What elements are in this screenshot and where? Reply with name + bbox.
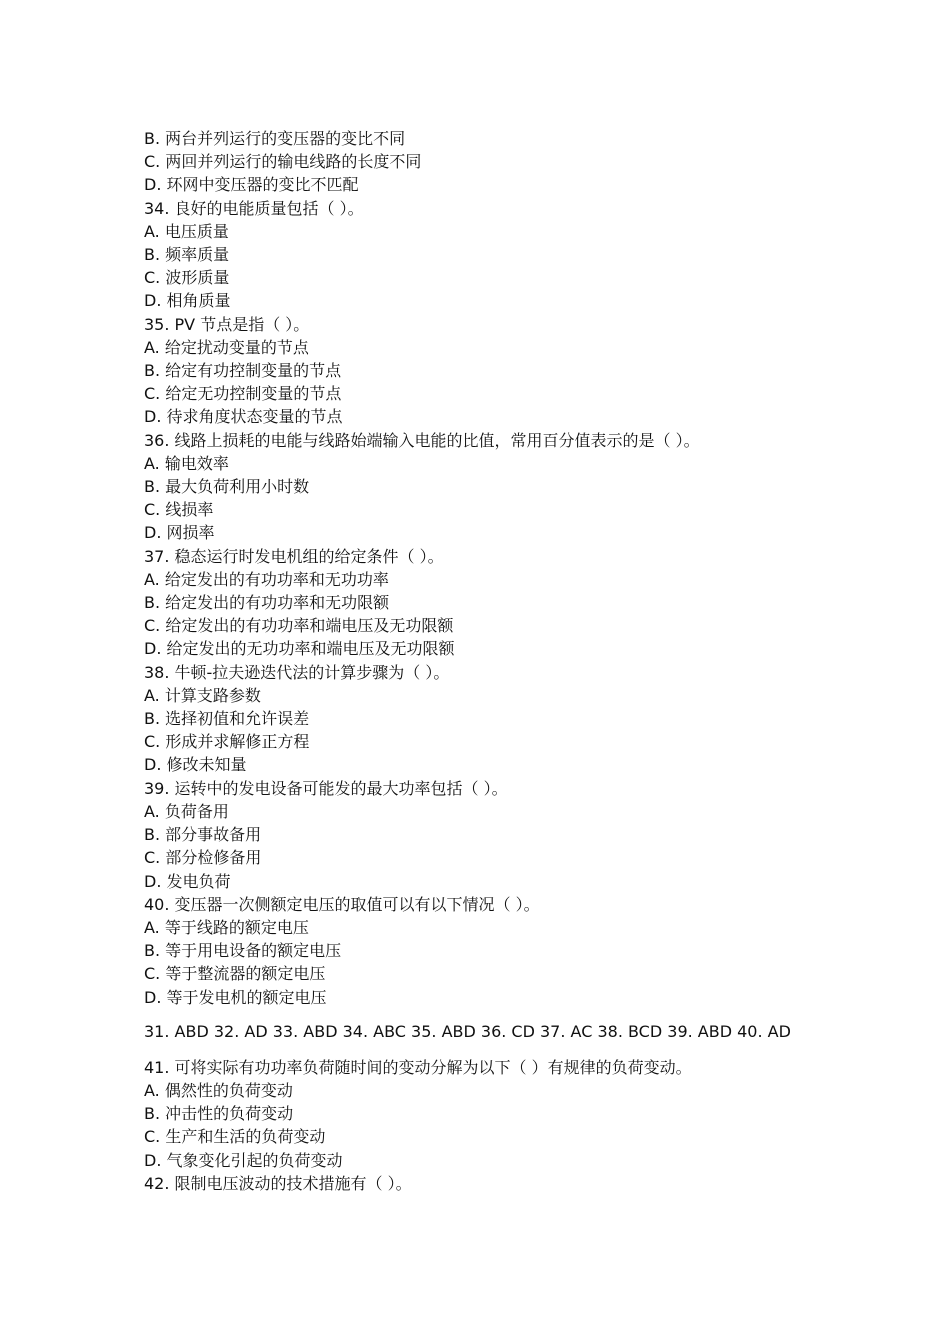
option-line: D. 相角质量 bbox=[144, 291, 231, 311]
question-line: 35. PV 节点是指（ ）。 bbox=[144, 314, 310, 334]
question-line: 42. 限制电压波动的技术措施有（ ）。 bbox=[144, 1173, 412, 1193]
option-line: D. 气象变化引起的负荷变动 bbox=[144, 1150, 343, 1170]
option-line: A. 负荷备用 bbox=[144, 801, 229, 821]
option-line: C. 生产和生活的负荷变动 bbox=[144, 1127, 326, 1147]
option-line: C. 等于整流器的额定电压 bbox=[144, 964, 326, 984]
question-line: 37. 稳态运行时发电机组的给定条件（ ）。 bbox=[144, 546, 444, 566]
option-line: C. 线损率 bbox=[144, 500, 214, 520]
option-line: D. 环网中变压器的变比不匹配 bbox=[144, 175, 359, 195]
option-line: B. 最大负荷利用小时数 bbox=[144, 477, 310, 497]
option-line: C. 部分检修备用 bbox=[144, 848, 262, 868]
option-line: C. 两回并列运行的输电线路的长度不同 bbox=[144, 152, 422, 172]
option-line: A. 偶然性的负荷变动 bbox=[144, 1080, 293, 1100]
option-line: D. 待求角度状态变量的节点 bbox=[144, 407, 343, 427]
option-line: B. 两台并列运行的变压器的变比不同 bbox=[144, 129, 406, 148]
question-line: 39. 运转中的发电设备可能发的最大功率包括（ ）。 bbox=[144, 778, 508, 798]
option-line: B. 频率质量 bbox=[144, 245, 230, 265]
option-line: A. 给定发出的有功功率和无功功率 bbox=[144, 569, 389, 589]
option-line: D. 发电负荷 bbox=[144, 871, 231, 891]
option-line: B. 给定有功控制变量的节点 bbox=[144, 361, 342, 381]
document-body bbox=[144, 127, 824, 1195]
option-line: A. 输电效率 bbox=[144, 453, 229, 473]
option-line: A. 计算支路参数 bbox=[144, 685, 261, 705]
question-block-33-40 bbox=[144, 127, 824, 1009]
option-line: C. 给定无功控制变量的节点 bbox=[144, 384, 342, 404]
option-line: C. 波形质量 bbox=[144, 268, 230, 288]
option-line: A. 电压质量 bbox=[144, 221, 229, 241]
option-line: A. 等于线路的额定电压 bbox=[144, 917, 309, 937]
option-line: A. 给定扰动变量的节点 bbox=[144, 337, 309, 357]
question-line: 41. 可将实际有功功率负荷随时间的变动分解为以下（ ）有规律的负荷变动。 bbox=[144, 1057, 692, 1077]
option-line: B. 部分事故备用 bbox=[144, 825, 262, 845]
option-line: D. 等于发电机的额定电压 bbox=[144, 987, 327, 1007]
option-line: B. 给定发出的有功功率和无功限额 bbox=[144, 593, 390, 613]
question-line: 34. 良好的电能质量包括（ ）。 bbox=[144, 198, 364, 218]
question-line: 36. 线路上损耗的电能与线路始端输入电能的比值，常用百分值表示的是（ ）。 bbox=[144, 430, 700, 450]
question-block-41-42 bbox=[144, 1056, 824, 1195]
option-line: B. 选择初值和允许误差 bbox=[144, 709, 310, 729]
option-line: D. 给定发出的无功功率和端电压及无功限额 bbox=[144, 639, 455, 659]
question-line: 40. 变压器一次侧额定电压的取值可以有以下情况（ ）。 bbox=[144, 894, 540, 914]
option-line: B. 等于用电设备的额定电压 bbox=[144, 941, 342, 961]
question-line: 38. 牛顿-拉夫逊迭代法的计算步骤为（ ）。 bbox=[144, 662, 450, 682]
option-line: D. 网损率 bbox=[144, 523, 215, 543]
option-line: C. 给定发出的有功功率和端电压及无功限额 bbox=[144, 616, 454, 636]
option-line: D. 修改未知量 bbox=[144, 755, 247, 775]
option-line: B. 冲击性的负荷变动 bbox=[144, 1104, 294, 1124]
answer-key: 31. ABD 32. AD 33. ABD 34. ABC 35. ABD 36. CD 37. AC 38. BCD 39. ABD 40. AD bbox=[144, 1021, 791, 1041]
option-line: C. 形成并求解修正方程 bbox=[144, 732, 310, 752]
